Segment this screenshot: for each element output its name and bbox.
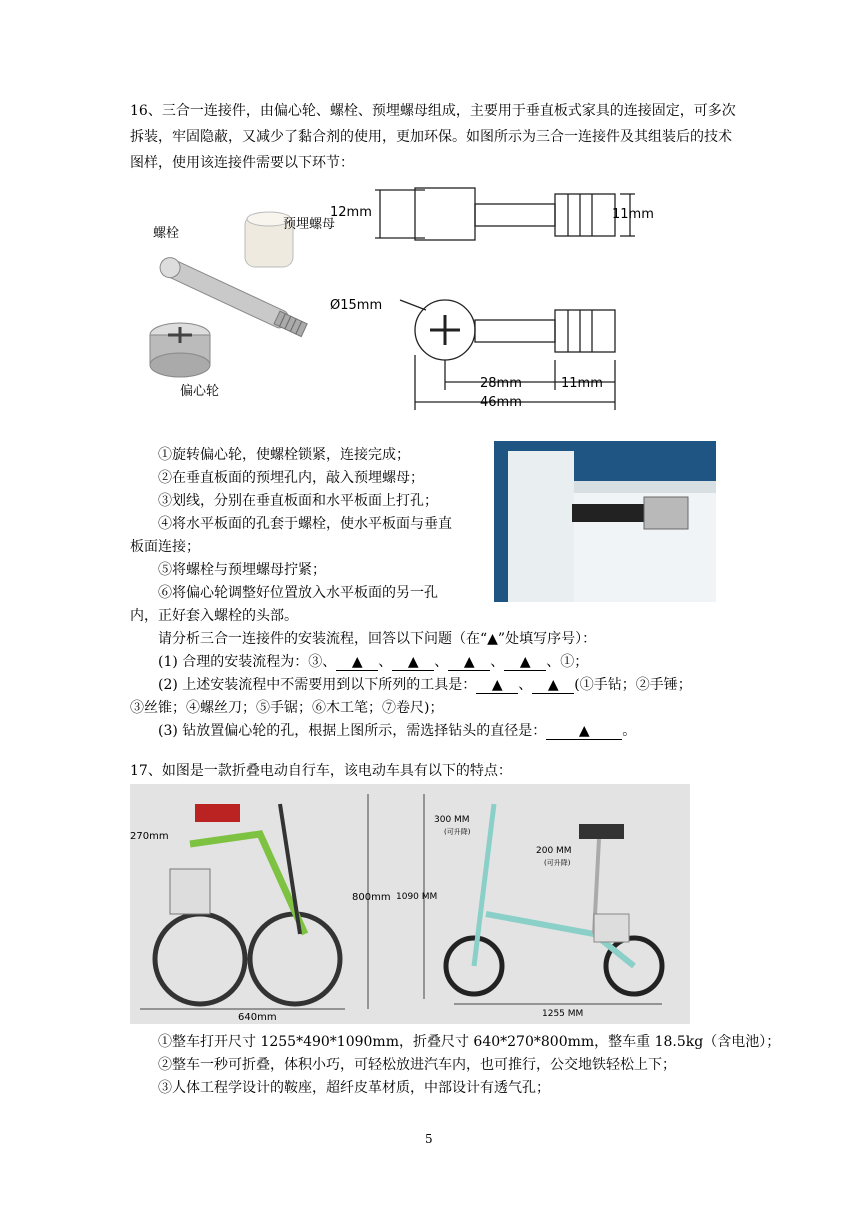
dim-640mm: 640mm: [238, 1012, 277, 1023]
step-6-cont: 内，正好套入螺栓的头部。: [130, 608, 298, 624]
folded-bike-photo: [130, 784, 394, 1024]
sub2-blank-2[interactable]: ▲: [532, 677, 574, 694]
step-6: ⑥将偏心轮调整好位置放入水平板面的另一孔: [158, 585, 438, 601]
dim-11mm-length: 11mm: [561, 376, 603, 391]
sub2-sep: 、: [518, 677, 533, 693]
dim-1255mm: 1255 MM: [542, 1009, 584, 1019]
step-5: ⑤将螺栓与预埋螺母拧紧；: [158, 562, 326, 578]
sub2-suffix: (①手钻；②手锤；: [574, 677, 692, 693]
sub1-blank-4[interactable]: ▲: [504, 654, 546, 671]
dim-28mm: 28mm: [480, 376, 522, 391]
sub1-sep-3: 、: [490, 654, 505, 670]
sub1-blank-2[interactable]: ▲: [392, 654, 434, 671]
sub1-prefix: (1) 合理的安装流程为：③、: [158, 654, 337, 670]
q17-intro: 17、如图是一款折叠电动自行车，该电动车具有以下的特点：: [130, 763, 512, 779]
dim-200mm-note: (可升降): [544, 859, 571, 867]
step-4-cont: 板面连接；: [130, 539, 200, 555]
nut-label: 预埋螺母: [283, 217, 336, 232]
sub3-blank[interactable]: ▲: [546, 723, 622, 740]
feature-3: ③人体工程学设计的鞍座，超纤皮革材质，中部设计有透气孔；: [158, 1080, 550, 1096]
dim-300mm-note: (可升降): [444, 828, 471, 836]
dim-800mm: 800mm: [352, 892, 391, 903]
sub1-blank-3[interactable]: ▲: [448, 654, 490, 671]
connector-parts-photo: [140, 205, 360, 405]
folded-bike-illustration: [130, 784, 394, 1024]
sub1-blank-1[interactable]: ▲: [336, 654, 378, 671]
dim-diameter: Ø15mm: [330, 298, 383, 313]
q16-sub1: [158, 651, 588, 673]
bolt-label: 螺栓: [153, 226, 180, 241]
dim-270mm: 270mm: [130, 831, 169, 842]
sub1-sep-1: 、: [378, 654, 393, 670]
dim-11mm-height: 11mm: [612, 207, 654, 222]
feature-1: ①整车打开尺寸 1255*490*1090mm，折叠尺寸 640*270*800mm，整车重 18.5kg（含电池）；: [158, 1034, 781, 1050]
sub2-prefix: (2) 上述安装流程中不需要用到以下所列的工具是：: [158, 677, 477, 693]
unfolded-bike-photo: [394, 784, 690, 1024]
q16-sub2: [158, 674, 692, 696]
assembly-photo: [494, 441, 716, 602]
step-4: ④将水平板面的孔套于螺栓，使水平板面与垂直: [158, 516, 452, 532]
sub3-prefix: (3) 钻放置偏心轮的孔，根据上图所示，需选择钻头的直径是：: [158, 723, 547, 739]
dim-12mm: 12mm: [330, 205, 372, 220]
sub1-sep-2: 、: [434, 654, 449, 670]
sub1-suffix: 、①；: [546, 654, 589, 670]
step-1: ①旋转偏心轮，使螺栓锁紧，连接完成；: [158, 447, 410, 463]
dim-200mm: 200 MM: [536, 846, 572, 856]
q16-sub2-line2: ③丝锥；④螺丝刀；⑤手锯；⑥木工笔；⑦卷尺)；: [130, 700, 444, 716]
q16-intro: 16、三合一连接件，由偏心轮、螺栓、预埋螺母组成，主要用于垂直板式家具的连接固定，可多次拆装，牢固隐蔽，又减少了黏合剂的使用，更加环保。如图所示为三合一连接件及其组装后的技术图样，使用该连接件需要以下环节：: [130, 103, 736, 171]
feature-2: ②整车一秒可折叠，体积小巧，可轻松放进汽车内，也可推行，公交地铁轻松上下；: [158, 1057, 676, 1073]
dim-300mm: 300 MM: [434, 815, 470, 825]
q16-question: 请分析三合一连接件的安装流程，回答以下问题（在“▲”处填写序号）：: [158, 631, 597, 647]
dim-46mm: 46mm: [480, 395, 522, 410]
assembly-illustration: [494, 441, 716, 602]
step-2: ②在垂直板面的预埋孔内，敲入预埋螺母；: [158, 470, 424, 486]
technical-drawing: [330, 180, 660, 415]
sub3-suffix: 。: [622, 723, 637, 739]
cam-label: 偏心轮: [180, 384, 220, 399]
q16-sub3: [158, 720, 636, 742]
sub2-blank-1[interactable]: ▲: [476, 677, 518, 694]
dim-1090mm: 1090 MM: [396, 892, 438, 902]
page-number: 5: [425, 1132, 433, 1146]
step-3: ③划线，分别在垂直板面和水平板面上打孔；: [158, 493, 438, 509]
